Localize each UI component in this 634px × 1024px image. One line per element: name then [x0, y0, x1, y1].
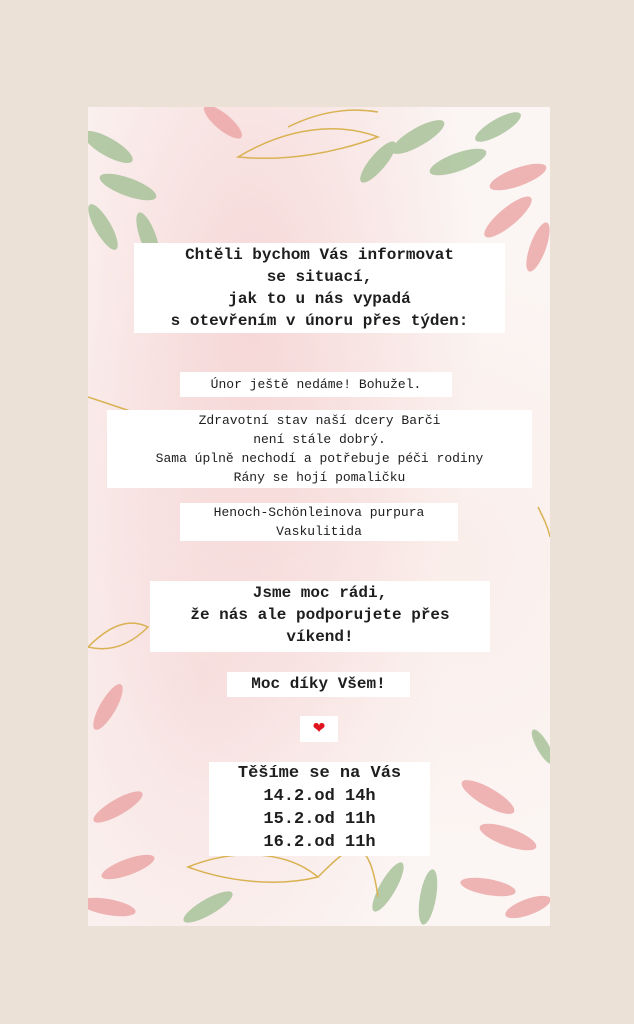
health-line: Zdravotní stav naší dcery Barči — [198, 413, 441, 428]
support-line: víkend! — [286, 628, 354, 646]
heart-icon: ❤ — [300, 716, 338, 742]
support-text — [150, 581, 490, 652]
schedule-heading: Těšíme se na Vás — [237, 764, 402, 783]
diagnosis-line: Henoch-Schönleinova purpura — [213, 505, 425, 520]
health-line: není stále dobrý. — [253, 432, 386, 447]
intro-line: se situací, — [266, 268, 373, 286]
notice-text: Únor ještě nedáme! Bohužel. — [180, 372, 452, 397]
schedule-date: 16.2.od 11h — [263, 833, 376, 852]
diagnosis-text — [180, 503, 458, 541]
health-text — [107, 410, 532, 488]
intro-line: s otevřením v únoru přes týden: — [170, 312, 469, 330]
thanks-text: Moc díky Všem! — [227, 672, 410, 697]
health-line: Rány se hojí pomaličku — [233, 470, 406, 485]
intro-line: Chtěli bychom Vás informovat — [185, 246, 454, 264]
diagnosis-line: Vaskulitida — [276, 524, 362, 539]
schedule-date: 15.2.od 11h — [263, 810, 376, 829]
support-line: Jsme moc rádi, — [252, 584, 388, 602]
intro-line: jak to u nás vypadá — [228, 290, 411, 308]
schedule-text — [209, 762, 430, 856]
health-line: Sama úplně nechodí a potřebuje péči rodiny — [155, 451, 484, 466]
support-line: že nás ale podporujete přes — [190, 606, 450, 624]
schedule-date: 14.2.od 14h — [263, 787, 376, 806]
intro-text — [134, 243, 505, 333]
